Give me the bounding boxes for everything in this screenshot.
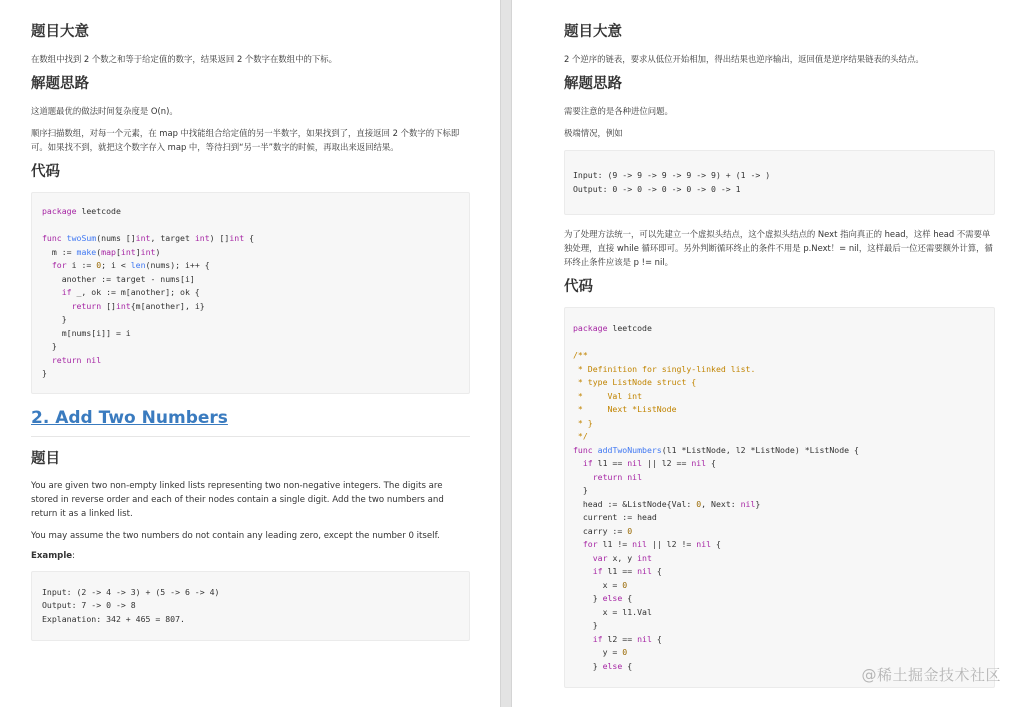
code-block-edge-case [564,150,995,215]
approach-text-1: 这道题最优的做法时间复杂度是 O(n)。 [31,106,178,116]
watermark: @稀土掘金技术社区 [861,666,1001,684]
approach-text-right-1: 需要注意的是各种进位问题。 [564,106,673,116]
approach-heading-right: 解题思路 [564,76,622,92]
summary-text-right: 2 个逆序的链表，要求从低位开始相加，得出结果也逆序输出，返回值是逆序结果链表的头结点。 [564,54,924,64]
summary-heading-right: 题目大意 [564,24,622,40]
code-add-two-numbers: package leetcode /** * Definition for singly-linked list. * type ListNode struct { * Val int * Next *ListNode * } */ func addTwoNumbers(l1 *ListNode, l2 *ListNode) *ListNode { if l1 == nil || l2 == nil { return nil } head := &ListNode{Val: 0, Next: nil} current := head carry := 0 for l1 != nil || l2 != nil { var x, y int if l1 == nil { x = 0 } else { x = l1.Val } if l2 == nil { y = 0 } else { [573,323,859,671]
code-block-two-sum [31,192,470,394]
section-title-add-two-numbers[interactable]: 2. Add Two Numbers [31,406,470,437]
right-page [512,0,1021,707]
problem-heading: 题目 [31,450,60,467]
code-block-example [31,571,470,642]
approach-text-right-2: 极端情况，例如 [564,128,623,138]
code-edge-case: Input: (9 -> 9 -> 9 -> 9 -> 9) + (1 -> ) Output: 0 -> 0 -> 0 -> 0 -> 0 -> 1 [573,170,771,194]
left-page [0,0,500,707]
approach-text-2: 顺序扫描数组，对每一个元素，在 map 中找能组合给定值的另一半数字，如果找到了，直接返回 2 个数字的下标即可。如果找不到，就把这个数字存入 map 中，等待扫到“另一半”数字的时候，再取出来返回结果。 [31,128,460,152]
code-two-sum: package leetcode func twoSum(nums []int, target int) []int { m := make(map[int]int) for i := 0; i < len(nums); i++ { another := target - nums[i] if _, ok := m[another]; ok { return []int{m[another], i} } m[nums[i]] = i } return nil } [42,206,255,378]
problem-text-1: You are given two non-empty linked lists representing two non-negative integers. The digits are stored in reverse order and each of their nodes contain a single digit. Add the two numbers and return it as a linked list. [31,480,444,519]
summary-text: 在数组中找到 2 个数之和等于给定值的数字，结果返回 2 个数字在数组中的下标。 [31,54,338,64]
approach-heading: 解题思路 [31,76,89,92]
code-heading-right: 代码 [564,279,593,295]
code-heading: 代码 [31,164,60,180]
approach-text-right-3: 为了处理方法统一，可以先建立一个虚拟头结点，这个虚拟头结点的 Next 指向真正的 head，这样 head 不需要单独处理，直接 while 循环即可。另外判断循环终止的条件不用是 p.Next！= nil，这样最后一位还需要额外计算，循环终止条件应该是 p != nil。 [564,229,993,267]
page-divider [500,0,512,707]
problem-text-2: You may assume the two numbers do not contain any leading zero, except the number 0 itself. [31,530,440,541]
summary-heading: 题目大意 [31,24,89,40]
code-block-add-two-numbers [564,307,995,688]
code-example: Input: (2 -> 4 -> 3) + (5 -> 6 -> 4) Output: 7 -> 0 -> 8 Explanation: 342 + 465 = 807. [42,586,220,624]
example-label: Example: [31,550,75,561]
